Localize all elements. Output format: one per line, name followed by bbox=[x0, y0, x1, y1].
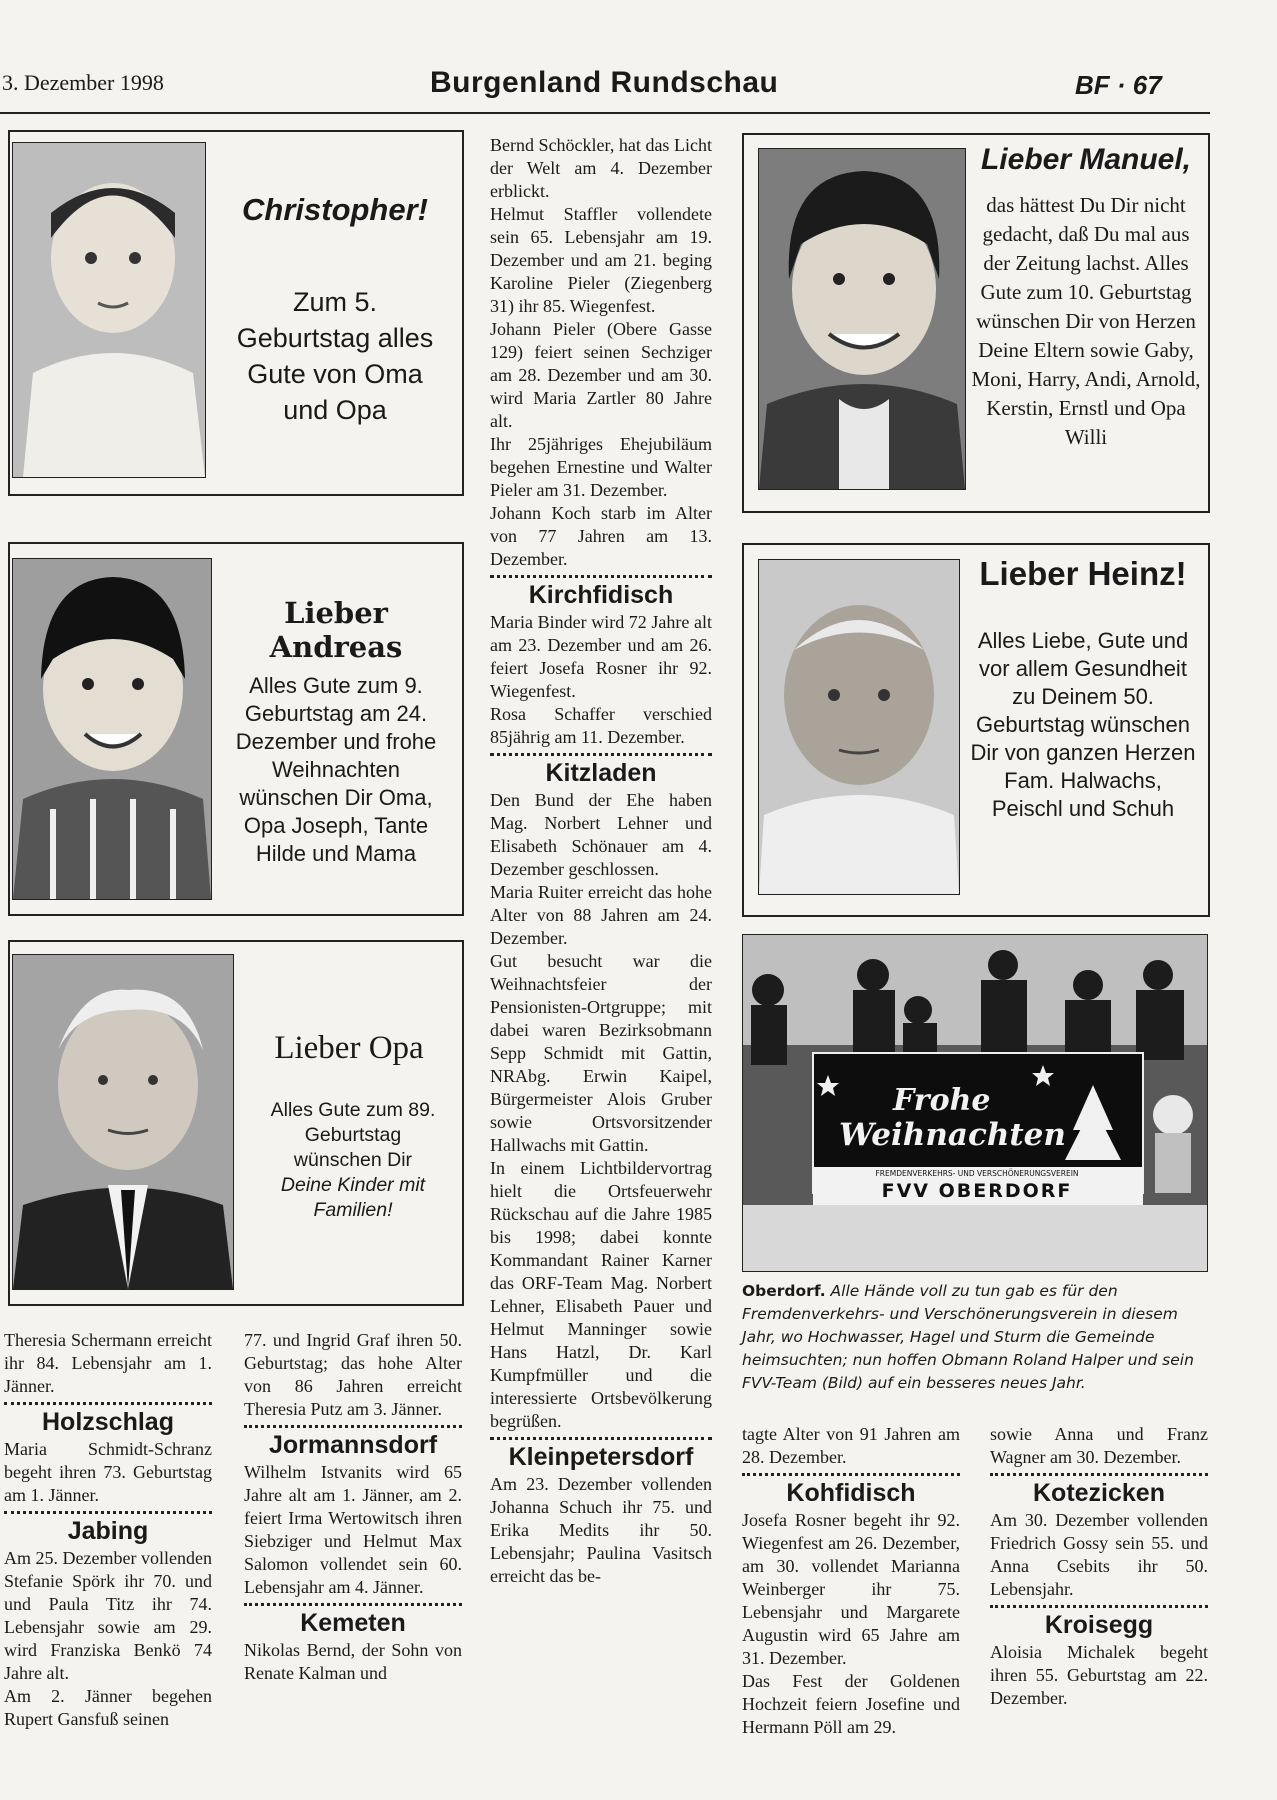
portrait-man-image bbox=[13, 955, 233, 1289]
news-paragraph: Helmut Staffler vollendete sein 65. Lebensjahr am 19. Dezember und am 21. beging Karoline Pieler (Ziegenberg 31) ihr 85. Wiegenfest. bbox=[490, 204, 712, 316]
ad-message: das hättest Du Dir nicht gedacht, daß Du mal aus der Zeitung lachst. Alles Gute zum 10. Geburtstag wünschen Dir von Herzen Deine Eltern sowie Gaby, Moni, Harry, Andi, Arnold, Kerstin, Ernstl und Opa Willi bbox=[971, 193, 1201, 449]
news-paragraph: Aloisia Michalek begeht ihren 55. Geburtstag am 22. Dezember. bbox=[990, 1642, 1208, 1708]
caption-text: Alle Hände voll zu tun gab es für den Fremdenverkehrs- und Verschönerungsverein in diesem Jahr, wo Hochwasser, Hagel und Sturm die Gemeinde heimsuchten; nun hoffen Obmann Roland Halper und sein FVV-Team (Bild) auf ein besseres neues Jahr. bbox=[742, 1282, 1194, 1392]
banner-org: FVV OBERDORF bbox=[881, 1180, 1073, 1202]
ad-message: Alles Liebe, Gute und vor allem Gesundheit zu Deinem 50. Geburtstag wünschen Dir von ganzen Herzen Fam. Halwachs, Peischl und Schuh bbox=[970, 628, 1196, 821]
caption-place: Oberdorf. bbox=[742, 1282, 826, 1300]
banner-text-line2: Weihnachten bbox=[839, 1117, 1066, 1153]
ad-message: Alles Gute zum 89. Geburtstag wünschen Dir bbox=[270, 1099, 436, 1171]
section-divider bbox=[244, 1425, 462, 1428]
section-divider bbox=[490, 1437, 712, 1440]
portrait-man-image bbox=[759, 560, 959, 894]
news-column-middle bbox=[490, 134, 712, 1588]
ad-message: Zum 5. Geburtstag alles Gute von Oma und Opa bbox=[236, 287, 434, 425]
news-paragraph: Maria Ruiter erreicht das hohe Alter von 88 Jahren am 24. Dezember. bbox=[490, 882, 712, 948]
news-paragraph: Nikolas Bernd, der Sohn von Renate Kalman und bbox=[244, 1640, 462, 1683]
ad-title: Lieber Andreas bbox=[269, 596, 403, 664]
ad-signature: Deine Kinder mit Familien! bbox=[280, 1174, 426, 1221]
section-heading: Holzschlag bbox=[42, 1408, 174, 1436]
section-heading: Kleinpetersdorf bbox=[508, 1443, 694, 1471]
section-heading: Jormannsdorf bbox=[268, 1431, 438, 1459]
ad-title: Lieber Manuel, bbox=[980, 143, 1192, 176]
news-paragraph: Theresia Schermann erreicht ihr 84. Lebensjahr am 1. Jänner. bbox=[4, 1330, 212, 1396]
news-paragraph: Den Bund der Ehe haben Mag. Norbert Lehner und Elisabeth Schönauer am 4. Dezember geschlossen. bbox=[490, 790, 712, 879]
news-paragraph: Johann Pieler (Obere Gasse 129) feiert seinen Sechziger am 28. Dezember und am 30. wird Maria Zartler 80 Jahre alt. bbox=[490, 319, 712, 431]
section-divider bbox=[742, 1473, 960, 1476]
child-photo bbox=[758, 148, 966, 490]
news-paragraph: Rosa Schaffer verschied 85jährig am 11. Dezember. bbox=[490, 704, 712, 747]
ad-title: Lieber Opa bbox=[274, 1030, 424, 1066]
news-column-left bbox=[4, 1329, 212, 1731]
issue-date: 3. Dezember 1998 bbox=[2, 70, 164, 95]
portrait-boy-image bbox=[13, 559, 211, 899]
news-paragraph: Maria Binder wird 72 Jahre alt am 23. Dezember und am 26. feiert Josefa Rosner ihr 92. Wiegenfest. bbox=[490, 612, 712, 701]
news-paragraph: tagte Alter von 91 Jahren am 28. Dezember. bbox=[742, 1424, 960, 1467]
section-divider bbox=[490, 575, 712, 578]
section-heading: Kitzladen bbox=[545, 759, 657, 787]
news-paragraph: 77. und Ingrid Graf ihren 50. Geburtstag; das hohe Alter von 86 Jahren erreicht Theresia Putz am 3. Jänner. bbox=[244, 1330, 462, 1419]
photo-caption bbox=[742, 1280, 1212, 1395]
news-paragraph: Am 30. Dezember vollenden Friedrich Gossy sein 55. und Anna Csebits ihr 50. Lebensjahr. bbox=[990, 1510, 1208, 1599]
portrait-boy-image bbox=[759, 149, 965, 489]
section-divider bbox=[990, 1473, 1208, 1476]
header-rule bbox=[0, 112, 1210, 114]
news-paragraph: Am 25. Dezember vollenden Stefanie Spörk ihr 70. und und Paula Titz ihr 74. Lebensjahr sowie am 29. wird Franziska Benkö 74 Jahre alt. bbox=[4, 1548, 212, 1683]
news-column-right bbox=[742, 1423, 960, 1739]
child-photo bbox=[12, 558, 212, 900]
man-photo bbox=[758, 559, 960, 895]
ad-opa bbox=[8, 940, 464, 1306]
section-divider bbox=[244, 1603, 462, 1606]
ad-message: Alles Gute zum 9. Geburtstag am 24. Dezember und frohe Weihnachten wünschen Dir Oma, Opa Joseph, Tante Hilde und Mama bbox=[235, 673, 437, 866]
ad-andreas bbox=[8, 542, 464, 916]
section-divider bbox=[4, 1511, 212, 1514]
news-column-left-2 bbox=[244, 1329, 462, 1685]
grandfather-photo bbox=[12, 954, 234, 1290]
news-paragraph: Bernd Schöckler, hat das Licht der Welt am 4. Dezember erblickt. bbox=[490, 135, 712, 201]
news-paragraph: Das Fest der Goldenen Hochzeit feiern Josefine und Hermann Pöll am 29. bbox=[742, 1671, 960, 1737]
ad-heinz bbox=[742, 543, 1210, 917]
section-heading: Kemeten bbox=[300, 1609, 406, 1637]
news-column-right-2 bbox=[990, 1423, 1208, 1710]
news-paragraph: Gut besucht war die Weihnachtsfeier der Pensionisten-Ortgruppe; mit dabei waren Bezirksobmann Sepp Schmidt mit Gattin, NRAbg. Erwin Kaipel, Bürgermeister Alois Gruber sowie Ortsvorsitzender Hallwachs mit Gattin. bbox=[490, 951, 712, 1155]
news-paragraph: Maria Schmidt-Schranz begeht ihren 73. Geburtstag am 1. Jänner. bbox=[4, 1439, 212, 1505]
banner-small-text: FREMDENVERKEHRS- UND VERSCHÖNERUNGSVEREIN bbox=[875, 1169, 1079, 1178]
portrait-boy-image bbox=[13, 143, 205, 477]
news-paragraph: Ihr 25jähriges Ehejubiläum begehen Ernestine und Walter Pieler am 31. Dezember. bbox=[490, 434, 712, 500]
news-paragraph: Am 23. Dezember vollenden Johanna Schuch ihr 75. und Erika Medits ihr 50. Lebensjahr; Paulina Vasitsch erreicht das be- bbox=[490, 1474, 712, 1586]
child-photo bbox=[12, 142, 206, 478]
section-heading: Jabing bbox=[67, 1517, 149, 1545]
section-divider bbox=[990, 1605, 1208, 1608]
ad-title: Lieber Heinz! bbox=[979, 555, 1187, 592]
ad-manuel bbox=[742, 133, 1210, 513]
section-heading: Kohfidisch bbox=[786, 1479, 916, 1507]
news-paragraph: sowie Anna und Franz Wagner am 30. Dezember. bbox=[990, 1424, 1208, 1467]
news-paragraph: In einem Lichtbildervortrag hielt die Ortsfeuerwehr Rückschau auf die Jahre 1985 bis 1998; dabei konnte Kommandant Rainer Karner das ORF-Team Mag. Norbert Lehner, Elisabeth Pauer und Helmut Manninger sowie Hans Hatzl, Dr. Karl Kumpfmüller und die interessierte Ortsbevölkerung begrüßen. bbox=[490, 1158, 712, 1431]
news-paragraph: Josefa Rosner begeht ihr 92. Wiegenfest am 26. Dezember, am 30. vollendet Marianna Weinberger ihr 75. Lebensjahr und Margarete Augustin wird 65 Jahre am 31. Dezember. bbox=[742, 1510, 960, 1668]
section-divider bbox=[4, 1402, 212, 1405]
news-paragraph: Wilhelm Istvanits wird 65 Jahre alt am 1. Jänner, am 2. feiert Irma Wertowitsch ihren Siebziger und Helmut Max Salomon vollendet sein 60. Lebensjahr am 4. Jänner. bbox=[244, 1462, 462, 1597]
section-heading: Kroisegg bbox=[1044, 1611, 1154, 1639]
ad-christopher bbox=[8, 130, 464, 496]
ad-title: Christopher! bbox=[242, 192, 428, 227]
section-heading: Kotezicken bbox=[1033, 1479, 1165, 1507]
newspaper-title: Burgenland Rundschau bbox=[430, 66, 779, 99]
news-paragraph: Johann Koch starb im Alter von 77 Jahren am 13. Dezember. bbox=[490, 503, 712, 569]
banner-text-line1: Frohe bbox=[893, 1083, 991, 1118]
page-number: BF · 67 bbox=[1075, 70, 1162, 100]
section-heading: Kirchfidisch bbox=[528, 581, 674, 609]
section-divider bbox=[490, 753, 712, 756]
news-paragraph: Am 2. Jänner begehen Rupert Gansfuß seinen bbox=[4, 1686, 212, 1729]
fvv-team-photo bbox=[742, 934, 1208, 1272]
